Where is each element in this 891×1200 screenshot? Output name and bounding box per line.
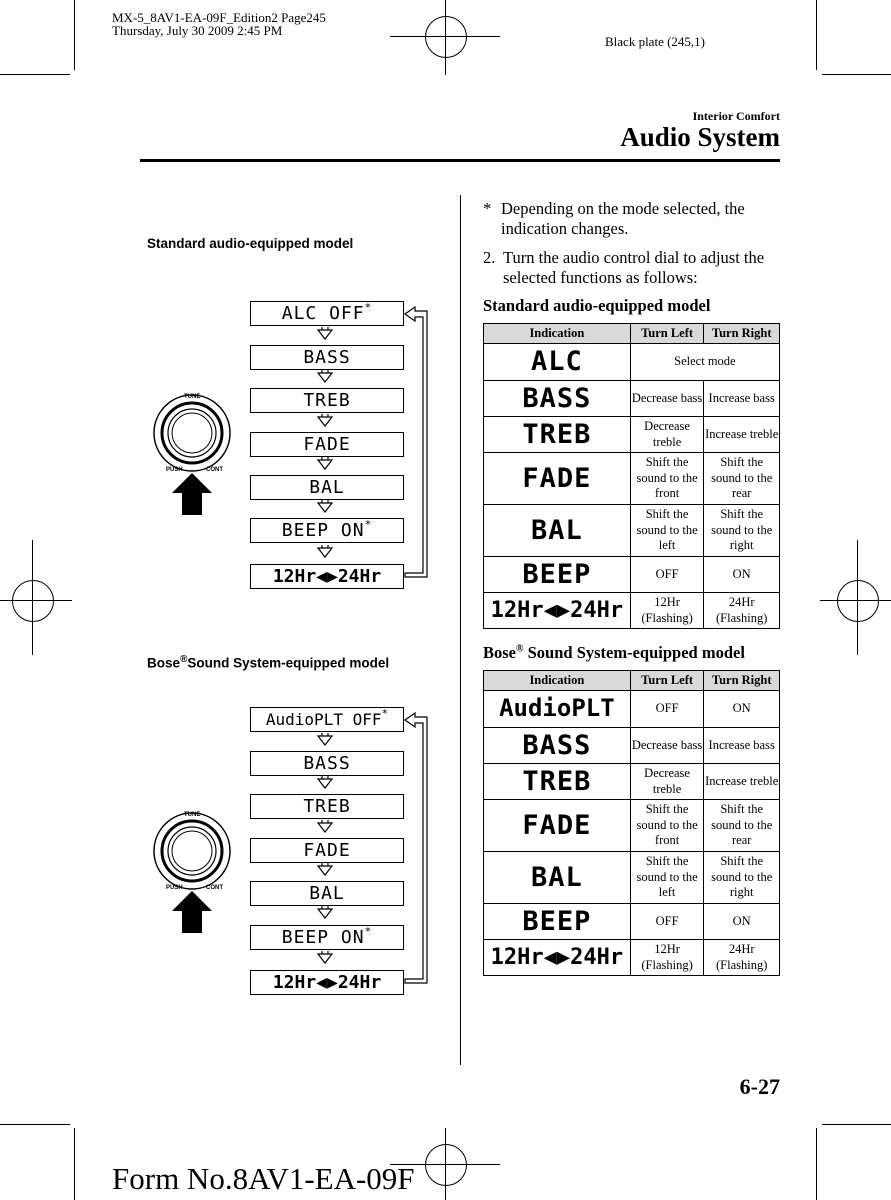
figure1-label: Standard audio-equipped model — [147, 236, 354, 251]
table-row — [484, 728, 780, 764]
down-arrows — [310, 326, 340, 566]
table-row — [484, 852, 780, 904]
svg-text:TUNE: TUNE — [184, 394, 201, 400]
turn-left-cell: 12Hr (Flashing) — [630, 940, 704, 976]
turn-right-cell: ON — [704, 557, 780, 593]
turn-left-cell: Shift the sound to the left — [630, 505, 704, 557]
table-row — [484, 557, 780, 593]
turn-right-cell: Increase treble — [704, 417, 780, 453]
crop-mark — [816, 0, 817, 70]
column-header: Indication — [484, 671, 631, 691]
print-header-plate: Black plate (245,1) — [605, 34, 705, 49]
table-row — [484, 904, 780, 940]
table-header-row — [484, 671, 780, 691]
crop-mark — [816, 1128, 817, 1200]
display-clock: 12Hr◀▶24Hr — [250, 564, 404, 589]
indication-cell: BASS — [484, 728, 631, 764]
turn-left-cell: Shift the sound to the front — [630, 800, 704, 852]
turn-left-cell: OFF — [630, 691, 704, 728]
display-treb: TREB — [250, 794, 404, 819]
indication-cell: 12Hr◀▶24Hr — [484, 593, 631, 629]
table-row — [484, 505, 780, 557]
turn-right-cell: Increase bass — [704, 728, 780, 764]
table-row — [484, 764, 780, 800]
crop-mark — [0, 1124, 70, 1125]
down-arrows — [310, 732, 340, 972]
tune-knob-icon — [152, 385, 242, 520]
indication-cell: TREB — [484, 417, 631, 453]
crop-mark — [822, 1124, 891, 1125]
tune-knob-icon — [152, 803, 242, 938]
turn-right-cell: ON — [704, 691, 780, 728]
table2 — [483, 670, 780, 976]
display-bass: BASS — [250, 345, 404, 370]
display-bal: BAL — [250, 475, 404, 500]
display-beep-on: BEEP ON* — [250, 925, 404, 950]
turn-left-cell: OFF — [630, 904, 704, 940]
table-row — [484, 453, 780, 505]
page-number: 6-27 — [739, 1074, 780, 1099]
svg-text:CONT: CONT — [206, 467, 223, 473]
indication-cell: 12Hr◀▶24Hr — [484, 940, 631, 976]
turn-right-cell: Shift the sound to the right — [704, 852, 780, 904]
table-row — [484, 417, 780, 453]
turn-left-cell: Decrease bass — [630, 381, 704, 417]
turn-right-cell: 24Hr (Flashing) — [704, 593, 780, 629]
indication-cell: FADE — [484, 800, 631, 852]
display-beep-on: BEEP ON* — [250, 518, 404, 543]
section-rule — [140, 159, 780, 162]
section-title: Audio System — [620, 122, 780, 152]
column-divider — [460, 195, 461, 1065]
print-header-date: Thursday, July 30 2009 2:45 PM — [112, 23, 283, 38]
indication-cell: ALC — [484, 344, 631, 381]
indication-cell: BASS — [484, 381, 631, 417]
asterisk-note: Depending on the mode selected, the indication changes. — [501, 199, 745, 238]
svg-text:PUSH: PUSH — [166, 885, 183, 891]
crop-mark — [0, 74, 70, 75]
display-bal: BAL — [250, 881, 404, 906]
turn-right-cell: ON — [704, 904, 780, 940]
table1-title: Standard audio-equipped model — [483, 296, 711, 315]
return-arrow-icon — [403, 305, 433, 585]
merged-cell: Select mode — [630, 344, 779, 381]
table-row — [484, 940, 780, 976]
display-alc-off: ALC OFF* — [250, 301, 404, 326]
turn-right-cell: 24Hr (Flashing) — [704, 940, 780, 976]
turn-left-cell: Decrease treble — [630, 417, 704, 453]
turn-left-cell: Shift the sound to the left — [630, 852, 704, 904]
indication-cell: BEEP — [484, 557, 631, 593]
turn-left-cell: OFF — [630, 557, 704, 593]
display-fade: FADE — [250, 838, 404, 863]
crop-mark — [74, 1128, 75, 1200]
display-audioplt-off: AudioPLT OFF* — [250, 707, 404, 732]
indication-cell: TREB — [484, 764, 631, 800]
turn-left-cell: Decrease bass — [630, 728, 704, 764]
table1 — [483, 323, 780, 629]
turn-right-cell: Shift the sound to the rear — [704, 800, 780, 852]
column-header: Turn Left — [630, 671, 704, 691]
display-fade: FADE — [250, 432, 404, 457]
column-header: Indication — [484, 324, 631, 344]
turn-right-cell: Shift the sound to the rear — [704, 453, 780, 505]
table-row — [484, 593, 780, 629]
figure2-label: Bose®Sound System-equipped model — [147, 654, 390, 671]
indication-cell: AudioPLT — [484, 691, 631, 728]
indication-cell: BEEP — [484, 904, 631, 940]
turn-right-cell: Increase treble — [704, 764, 780, 800]
table-row — [484, 691, 780, 728]
indication-cell: BAL — [484, 852, 631, 904]
return-arrow-icon — [403, 711, 433, 991]
table-row — [484, 381, 780, 417]
turn-right-cell: Increase bass — [704, 381, 780, 417]
turn-right-cell: Shift the sound to the right — [704, 505, 780, 557]
turn-left-cell: 12Hr (Flashing) — [630, 593, 704, 629]
column-header: Turn Right — [704, 324, 780, 344]
column-header: Turn Left — [630, 324, 704, 344]
form-number: Form No.8AV1-EA-09F — [112, 1161, 415, 1196]
crop-mark — [74, 0, 75, 70]
asterisk-mark: * — [483, 199, 492, 218]
display-clock: 12Hr◀▶24Hr — [250, 970, 404, 995]
indication-cell: FADE — [484, 453, 631, 505]
turn-left-cell: Decrease treble — [630, 764, 704, 800]
table2-title: Bose® Sound System-equipped model — [483, 643, 745, 662]
display-treb: TREB — [250, 388, 404, 413]
turn-left-cell: Shift the sound to the front — [630, 453, 704, 505]
step-number: 2. — [483, 248, 496, 267]
print-header-file: MX-5_8AV1-EA-09F_Edition2 Page245 — [112, 10, 326, 25]
svg-text:TUNE: TUNE — [184, 812, 201, 818]
indication-cell: BAL — [484, 505, 631, 557]
section-category: Interior Comfort — [692, 109, 780, 123]
svg-text:PUSH: PUSH — [166, 467, 183, 473]
table-row — [484, 800, 780, 852]
column-header: Turn Right — [704, 671, 780, 691]
table-header-row — [484, 324, 780, 344]
step-text: Turn the audio control dial to adjust the selected functions as follows: — [503, 248, 765, 287]
svg-text:CONT: CONT — [206, 885, 223, 891]
table-row — [484, 344, 780, 381]
crop-mark — [822, 74, 891, 75]
display-bass: BASS — [250, 751, 404, 776]
